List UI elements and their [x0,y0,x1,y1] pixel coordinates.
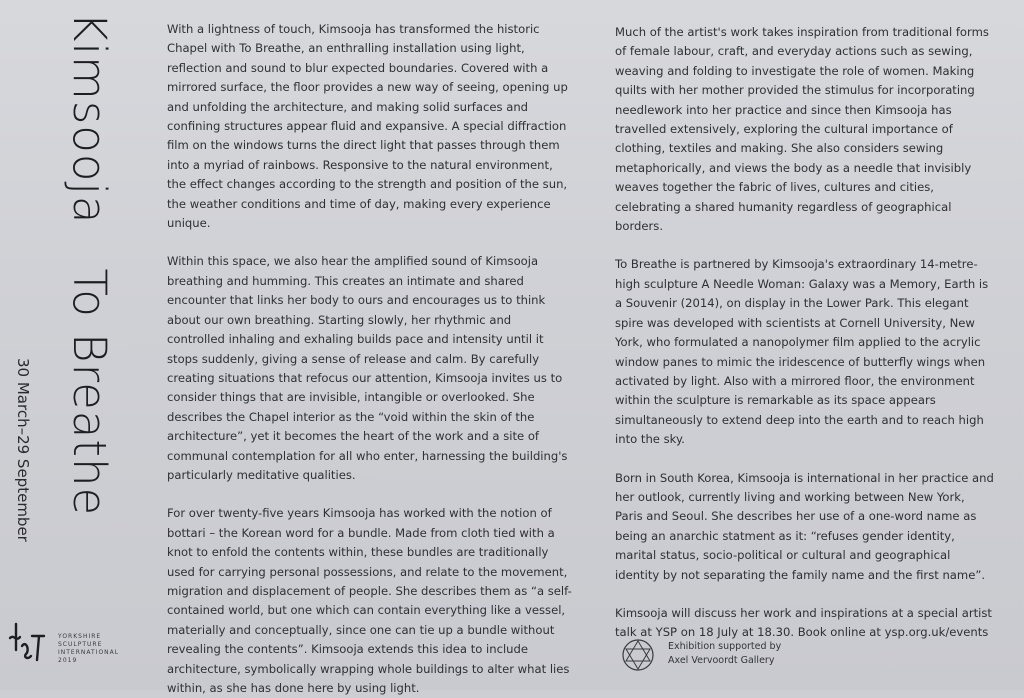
sponsor-line-2: Axel Vervoordt Gallery [668,655,775,666]
text-column-right [615,23,995,643]
artist-name: Kimsooja [63,12,116,225]
paragraph-biography: Born in South Korea, Kimsooja is international in her practice and her outlook, currently living and working between New York, Paris and Seoul. She describes her use of a one-word name as being an anarchic statment as it: “refuses gender identity, marital status, socio-political or cultural and geographical identity by not separating the family name and the first name”. [615,470,994,582]
paragraph-needle-woman: To Breathe is partnered by Kimsooja's extraordinary 14-metre-high sculpture A Needle Woman: Galaxy was a Memory, Earth is a Souvenir (2014), on display in the Lower Park. This elegant spire was developed with scientists at Cornell University, New York, who formulated a nanopolymer film applied to the acrylic window panes to mimic the iridescence of butterfly wings when activated by light. Also with a mirrored floor, the environment within the sculpture is remarkable as its space appears simultaneously to extend deep into the earth and to reach high into the sky. [615,257,989,447]
ysp-logo-icon [6,620,48,666]
paragraph-female-labour: Much of the artist's work takes inspiration from traditional forms of female labour, craft, and everyday actions such as sewing, weaving and folding to investigate the role of women. Making quilts with her mother provided the stimulus for incorporating needlework into her practice and since then Kimsooja has travelled extensively, exploring the cultural importance of clothing, textiles and making. She also considers sewing metaphorically, and views the body as a needle that invisibly weaves together the fabric of lives, cultures and cities, celebrating a shared humanity regardless of geographical borders. [615,25,989,234]
paragraph-breathing-sound: Within this space, we also hear the amplified sound of Kimsooja breathing and humming. This creates an intimate and shared encounter that links her body to ours and encourages us to think about our own breathing. Starting slowly, her rhythmic and controlled inhaling and exhaling builds pace and intensity until it stops suddenly, giving a sense of release and calm. By carefully creating situations that refocus our attention, Kimsooja invites us to consider things that are invisible, intangible or overlooked. She describes the Chapel interior as the “void within the skin of the architecture”, yet it becomes the heart of the work and a site of communal contemplation for all who enter, harnessing the building's particularly meditative qualities. [167,254,568,482]
paragraph-bottari: For over twenty-five years Kimsooja has worked with the notion of bottari – the Korean word for a bundle. Made from cloth tied with a knot to enfold the contents within, these bundles are traditionally used for carrying personal possessions, and relate to the movement, migration and displacement of people. She describes them as “a self-contained world, but one which can contain everything like a vessel, materially and conceptually, since one can tie up a bundle without revealing the contents”. Kimsooja extends this idea to include architecture, symbolically wrapping whole buildings to alter what lies within, as she has done here by using light. [167,506,572,695]
organizer-line: YORKSHIRE [58,633,102,640]
axel-vervoordt-logo-icon [620,637,656,673]
paragraph-chapel-installation: With a lightness of touch, Kimsooja has transformed the historic Chapel with To Breathe, an enthralling installation using light, reflection and sound to blur expected boundaries. Covered with a mirrored surface, the floor provides a new way of seeing, opening up and unfolding the architecture, and making solid surfaces and confining structures appear fluid and expansive. A special diffraction film on the windows turns the direct light that passes through them into a myriad of rainbows. Responsive to the natural environment, the effect changes according to the strength and position of the sun, the weather conditions and time of day, making every experience unique. [167,22,568,231]
organizer-line: INTERNATIONAL [58,649,120,656]
exhibition-title-vertical [63,12,116,517]
paragraph-artist-talk: Kimsooja will discuss her work and inspirations at a special artist talk at YSP on 18 July at 18.30. Book online at ysp.org.uk/events [615,605,992,640]
sponsor-line-1: Exhibition supported by [668,641,782,652]
exhibition-dates: 30 March–29 September [14,358,32,542]
organizer-wordmark [58,633,138,665]
organizer-line: 2019 [58,657,78,664]
organizer-line: SCULPTURE [58,641,103,648]
text-column-left [167,20,572,698]
sponsor-credit [668,640,781,668]
work-title: To Breathe [63,268,116,517]
